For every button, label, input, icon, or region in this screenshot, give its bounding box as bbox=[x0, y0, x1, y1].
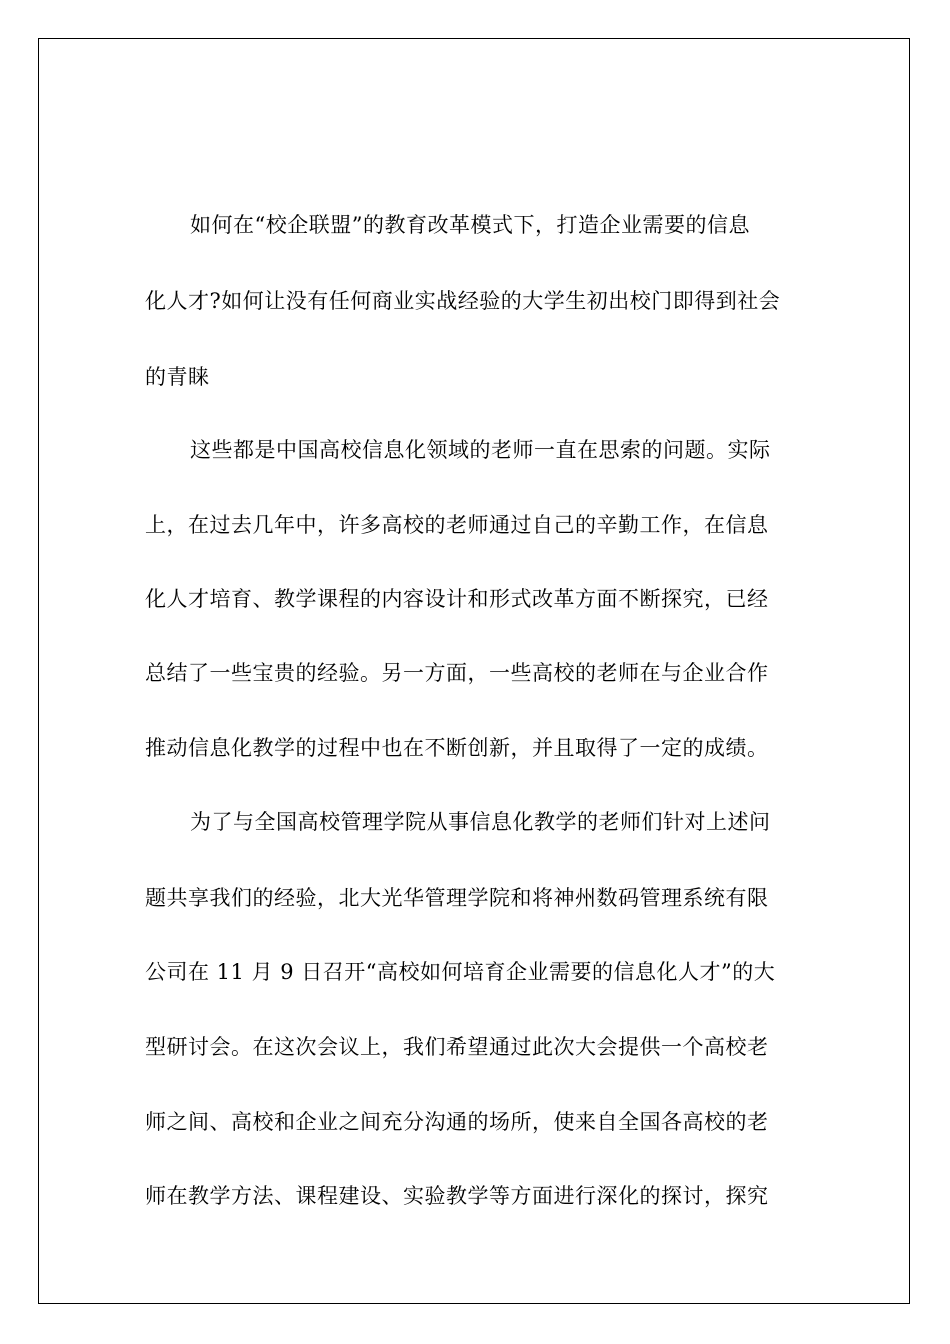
paragraph-2-line-4: 总结了一些宝贵的经验。另一方面，一些高校的老师在与企业合作 bbox=[145, 661, 769, 685]
paragraph-3-line-5: 师之间、高校和企业之间充分沟通的场所，使来自全国各高校的老 bbox=[145, 1110, 769, 1134]
paragraph-1-line-1: 如何在“校企联盟”的教育改革模式下，打造企业需要的信息 bbox=[190, 213, 750, 237]
paragraph-3-line-4: 型研讨会。在这次会议上，我们希望通过此次大会提供一个高校老 bbox=[145, 1035, 769, 1059]
paragraph-2-line-2: 上，在过去几年中，许多高校的老师通过自己的辛勤工作，在信息 bbox=[145, 513, 769, 537]
paragraph-1-line-2: 化人才?如何让没有任何商业实战经验的大学生初出校门即得到社会 bbox=[145, 289, 781, 313]
paragraph-1-line-3: 的青睐 bbox=[145, 365, 210, 389]
paragraph-2-line-1: 这些都是中国高校信息化领域的老师一直在思索的问题。实际 bbox=[190, 438, 771, 462]
paragraph-3-line-3: 公司在 11 月 9 日召开“高校如何培育企业需要的信息化人才”的大 bbox=[145, 960, 776, 984]
paragraph-3-line-1: 为了与全国高校管理学院从事信息化教学的老师们针对上述问 bbox=[190, 810, 771, 834]
paragraph-3-line-2: 题共享我们的经验，北大光华管理学院和将神州数码管理系统有限 bbox=[145, 886, 769, 910]
paragraph-2-line-5: 推动信息化教学的过程中也在不断创新，并且取得了一定的成绩。 bbox=[145, 736, 769, 760]
paragraph-2-line-3: 化人才培育、教学课程的内容设计和形式改革方面不断探究，已经 bbox=[145, 587, 769, 611]
paragraph-3-line-6: 师在教学方法、课程建设、实验教学等方面进行深化的探讨，探究 bbox=[145, 1184, 769, 1208]
